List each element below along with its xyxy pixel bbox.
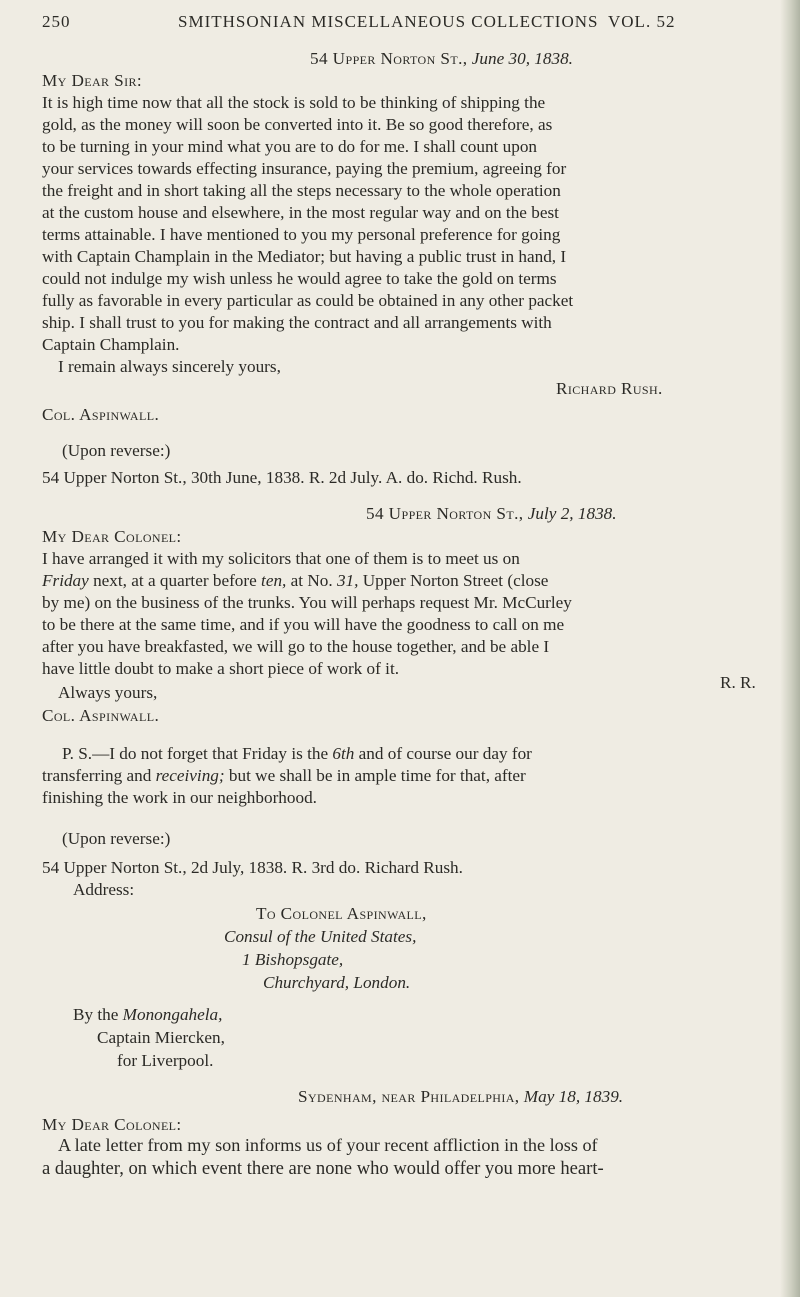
ps-text: transferring and bbox=[42, 766, 152, 785]
letter2-postscript-line bbox=[62, 743, 532, 765]
letter1-place: 54 Upper Norton St., bbox=[310, 49, 468, 68]
running-title: SMITHSONIAN MISCELLANEOUS COLLECTIONS bbox=[178, 12, 599, 31]
ps-text: but we shall be in ample time for that, after bbox=[228, 766, 526, 785]
letter1-body-line: with Captain Champlain in the Mediator; but having a public trust in hand, I bbox=[42, 247, 567, 266]
letter1-reverse-label: (Upon reverse:) bbox=[62, 441, 171, 460]
letter1-salutation: My Dear Sir: bbox=[42, 71, 143, 90]
letter2-body-line: to be there at the same time, and if you will have the goodness to call on me bbox=[42, 615, 565, 634]
letter1-closing: I remain always sincerely yours, bbox=[58, 357, 281, 376]
letter2-body-line-with-italics bbox=[42, 570, 548, 592]
letter2-initials: R. R. bbox=[720, 673, 756, 692]
letter2-postscript-line: finishing the work in our neighborhood. bbox=[42, 788, 317, 807]
letter1-body-line: fully as favorable in every particular as could be obtained in any other packet bbox=[42, 291, 574, 310]
letter1-body-line: It is high time now that all the stock is sold to be thinking of shipping the bbox=[42, 93, 546, 112]
letter2-closing: Always yours, bbox=[58, 683, 158, 702]
letter3-salutation: My Dear Colonel: bbox=[42, 1115, 182, 1134]
letter3-body-line: a daughter, on which event there are none who would offer you more heart- bbox=[42, 1158, 604, 1179]
letter2-reverse-text: 54 Upper Norton St., 2d July, 1838. R. 3rd do. Richard Rush. bbox=[42, 858, 463, 877]
letter1-body-line: your services towards effecting insurance, paying the premium, agreeing for bbox=[42, 159, 567, 178]
letter3-dateline bbox=[298, 1086, 623, 1108]
letter2-destination: for Liverpool. bbox=[117, 1051, 214, 1070]
letter2-place: 54 Upper Norton St., bbox=[366, 504, 524, 523]
letter2-address-line: 1 Bishopsgate, bbox=[242, 950, 344, 969]
ps-text: P. S.—I do not forget that Friday is the bbox=[62, 744, 329, 763]
letter1-dateline bbox=[310, 48, 573, 70]
letter1-body-line: the freight and in short taking all the steps necessary to the whole operation bbox=[42, 181, 561, 200]
letter3-body-line: A late letter from my son informs us of your recent affliction in the loss of bbox=[58, 1135, 598, 1155]
letter2-body-line: have little doubt to make a short piece of work of it. bbox=[42, 659, 400, 678]
page-number: 250 bbox=[42, 12, 71, 31]
letter2-address-to: To Colonel Aspinwall, bbox=[256, 904, 427, 923]
letter2-body-text: next, at a quarter before bbox=[93, 571, 257, 590]
letter3-date: May 18, 1839. bbox=[523, 1087, 624, 1106]
letter2-salutation: My Dear Colonel: bbox=[42, 527, 182, 546]
ps-6th: 6th bbox=[332, 744, 355, 763]
letter2-captain: Captain Miercken, bbox=[97, 1028, 225, 1047]
letter2-address-line: Churchyard, London. bbox=[263, 973, 411, 992]
letter2-dateline bbox=[366, 503, 617, 525]
letter2-number-31: 31, bbox=[336, 571, 359, 590]
letter2-friday: Friday bbox=[42, 571, 89, 590]
letter1-body-line: ship. I shall trust to you for making the contract and all arrangements with bbox=[42, 313, 552, 332]
ps-text: and of course our day for bbox=[358, 744, 532, 763]
letter1-addressee: Col. Aspinwall. bbox=[42, 405, 160, 424]
letter2-body-text: Upper Norton Street (close bbox=[362, 571, 549, 590]
letter2-body-line: after you have breakfasted, we will go to the house together, and be able I bbox=[42, 637, 550, 656]
letter1-date: June 30, 1838. bbox=[471, 49, 573, 68]
letter3-place: Sydenham, near Philadelphia, bbox=[298, 1087, 520, 1106]
letter2-addressee: Col. Aspinwall. bbox=[42, 706, 160, 725]
letter1-body-line: to be turning in your mind what you are to do for me. I shall count upon bbox=[42, 137, 538, 156]
letter2-date: July 2, 1838. bbox=[527, 504, 617, 523]
letter2-postscript-line bbox=[42, 765, 526, 787]
ship-name: Monongahela, bbox=[122, 1005, 223, 1024]
volume-label: VOL. 52 bbox=[608, 12, 676, 31]
letter1-body-line: at the custom house and elsewhere, in the most regular way and on the best bbox=[42, 203, 559, 222]
letter2-at-no: at No. bbox=[290, 571, 333, 590]
ps-receiving: receiving; bbox=[155, 766, 225, 785]
letter2-ten: ten, bbox=[261, 571, 287, 590]
letter1-body-line: terms attainable. I have mentioned to you my personal preference for going bbox=[42, 225, 561, 244]
letter1-body-line: Captain Champlain. bbox=[42, 335, 180, 354]
letter2-address-line: Consul of the United States, bbox=[224, 927, 417, 946]
letter2-reverse-label: (Upon reverse:) bbox=[62, 829, 171, 848]
page-edge-shadow bbox=[780, 0, 800, 1297]
letter2-ship-line bbox=[73, 1004, 222, 1026]
letter1-body-line: gold, as the money will soon be converted into it. Be so good therefore, as bbox=[42, 115, 553, 134]
letter1-body-line: could not indulge my wish unless he would agree to take the gold on terms bbox=[42, 269, 557, 288]
letter1-signature: Richard Rush. bbox=[556, 379, 663, 398]
by-the: By the bbox=[73, 1005, 119, 1024]
letter2-body-line: I have arranged it with my solicitors that one of them is to meet us on bbox=[42, 549, 520, 568]
letter2-address-label: Address: bbox=[73, 880, 135, 899]
letter1-reverse-text: 54 Upper Norton St., 30th June, 1838. R. 2d July. A. do. Richd. Rush. bbox=[42, 468, 522, 487]
letter2-body-line: by me) on the business of the trunks. You will perhaps request Mr. McCurley bbox=[42, 593, 572, 612]
